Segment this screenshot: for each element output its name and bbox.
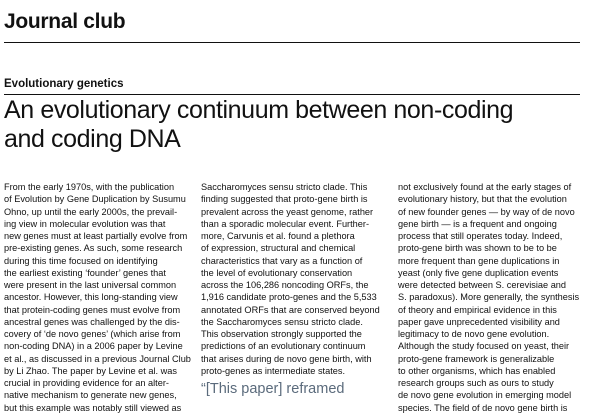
body-text-line: annotated ORFs that are conserved beyond [201,304,380,315]
article-headline [4,96,564,154]
body-text-line: than a sporadic molecular event. Further- [201,218,370,229]
body-text-line: S. paradoxus). More generally, the synthesis [398,292,580,303]
body-text-line: were present in the last universal common [4,280,177,290]
body-text-line: of theory and empirical evidence in this [398,304,557,315]
body-text-line: of new founder genes — by way of de novo [398,206,575,217]
body-text-line: paper gave unprecedented visibility and [398,316,560,327]
body-text-line: research groups such as ours to study [398,378,554,388]
body-text-line: From the early 1970s, with the publication [4,182,175,192]
body-column-2 [201,181,380,377]
body-text-line: the Saccharomyces sensu stricto clade. [201,316,363,327]
body-text-line: ancestral genes was challenged by the dis- [4,316,180,327]
body-text-line: were detected between S. cerevisiae and [398,280,567,290]
body-column-1 [4,181,191,414]
body-text-line: to other organisms, which has enabled [398,365,556,376]
body-text-line: across the 106,286 noncoding ORFs, the [201,280,369,290]
body-text-line: prevalent across the yeast genome, rather [201,206,374,217]
body-text-line: crucial in providing evidence for an alter- [4,378,169,388]
body-text-line: during this time focused on identifying [4,255,158,266]
body-text-line: that arises during de novo gene birth, with [201,353,372,364]
body-text-line: yeast (only five gene duplication events [398,267,559,278]
body-text-line: more frequent than gene duplications in [398,255,560,266]
body-text-line: ing view in molecular evolution was that [4,218,166,229]
body-text-line: 1,916 candidate proto-genes and the 5,533 [201,292,377,303]
pull-quote: “[This paper] reframed [201,381,345,397]
body-text-line: characteristics that vary as a function of [201,255,363,266]
body-text-line: species. The field of de novo gene birth is [398,402,568,413]
body-text-line: ancestor. However, this long-standing view [4,292,178,303]
body-text-line: process that still operates today. Indeed, [398,231,563,241]
body-text-line: of Evolution by Gene Duplication by Susumu [4,194,186,205]
body-text-line: but this example was notably still viewed as [4,402,182,413]
section-title: Journal club [4,10,126,33]
body-text-line: proto-genes as intermediate states. [201,365,346,376]
body-text-line: of expression, structural and chemical [201,243,356,254]
body-text-line: that protein-coding genes must evolve from [4,304,181,315]
body-text-line: de novo gene evolution in emerging model [398,390,572,401]
body-text-line: et al., as discussed in a previous Journal Club [4,353,191,364]
body-text-line: proto-gene birth was shown to be to be [398,243,557,254]
body-text-line: predictions of an evolutionary continuum [201,341,366,352]
body-text-line: Although the study focused on yeast, their [398,341,570,352]
body-text-line: gene birth — is a frequent and ongoing [398,218,557,229]
body-text-line: new genes must at least partially evolve from [4,231,188,241]
body-column-3 [398,181,588,414]
body-text-line: This observation strongly supported the [201,329,362,339]
body-text-line: by Li Zhao. The paper by Levine et al. was [4,365,177,376]
body-text-line: Ohno, up until the early 2000s, the prevail- [4,206,178,217]
body-text-line: finding suggested that proto-gene birth is [201,194,368,205]
kicker-rule [4,94,580,95]
top-rule [4,42,580,43]
body-text-line: non-coding DNA) in a 2006 paper by Levine [4,341,183,352]
body-text-line: not exclusively found at the early stages of [398,182,572,192]
body-text-line: the earliest existing ‘founder’ genes that [4,267,166,278]
body-text-line: the level of evolutionary conservation [201,267,353,278]
body-text-line: Saccharomyces sensu stricto clade. This [201,182,368,192]
body-text-line: evolutionary history, but that the evolution [398,194,567,205]
article-kicker: Evolutionary genetics [4,78,124,90]
body-text-line: covery of ‘de novo genes’ (which arise from [4,329,181,339]
body-text-line: proto-gene framework is generalizable [398,353,555,364]
headline-line: An evolutionary continuum between non-coding [4,96,514,124]
body-text-line: legitimacy to de novo gene evolution. [398,329,550,339]
body-text-line: pre-existing genes. As such, some research [4,243,183,254]
body-text-line: native mechanism to generate new genes, [4,390,177,401]
body-text-line: more, Carvunis et al. found a plethora [201,231,355,241]
headline-line: and coding DNA [4,125,181,153]
